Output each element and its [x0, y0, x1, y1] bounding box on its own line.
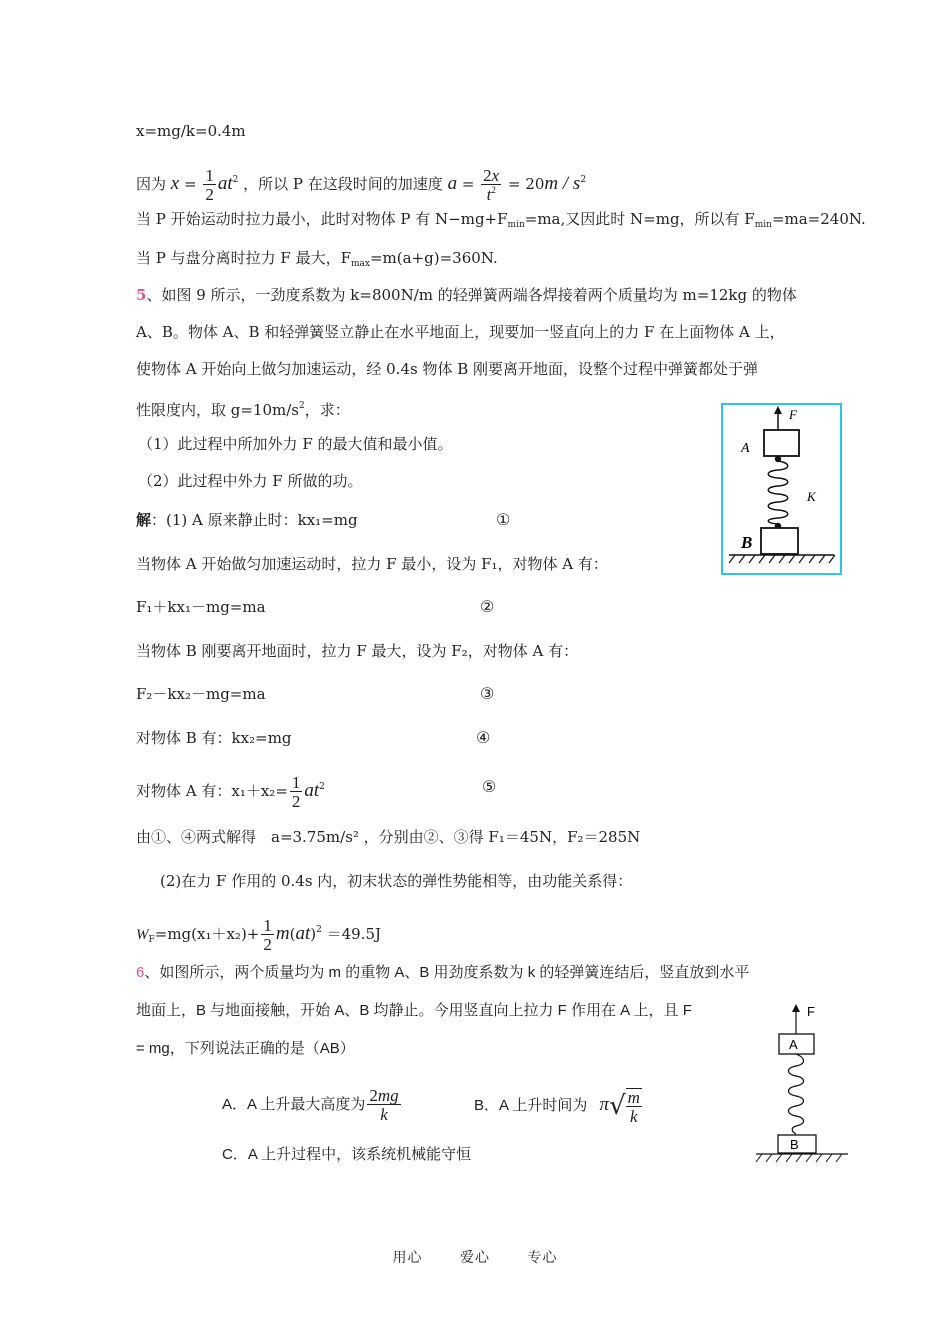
- label-F: F: [807, 1004, 815, 1019]
- page-footer: [0, 1247, 950, 1267]
- question-5-sub1: （1）此过程中所加外力 F 的最大值和最小值。: [138, 435, 453, 453]
- circled-number: ⑤: [482, 777, 497, 796]
- solution-5-line: 当物体 B 刚要离开地面时，拉力 F 最大，设为 F₂，对物体 A 有：: [136, 642, 579, 660]
- solution-line: 当 P 与盘分离时拉力 F 最大，$F_{max}=m(a+g)=360N$.: [136, 249, 498, 269]
- option-b: B．A 上升时间为 π√ $\frac{m}{k}$: [474, 1087, 640, 1126]
- solution-5-line: 对物体 A 有：x₁＋x₂= $\frac{1}{2}$ $at^2$: [136, 773, 325, 811]
- question-5-line: 性限度内，取 $g=10m/s^2$，求：: [136, 401, 350, 419]
- text: 因为: [136, 175, 167, 193]
- circled-number: ④: [476, 728, 491, 747]
- question-5-sub2: （2）此过程中外力 F 所做的功。: [138, 472, 363, 490]
- spring-figure-1: [721, 403, 842, 575]
- question-number: 6: [136, 964, 145, 981]
- solution-5-line: 解：(1) A 原来静止时：kx₁=mg: [136, 511, 358, 529]
- solution-5-line: 对物体 B 有：kx₂=mg: [136, 729, 292, 747]
- label-B: B: [790, 1137, 799, 1152]
- option-a: A．A 上升最大高度为 $\frac{2mg}{k}$: [222, 1086, 399, 1125]
- solution-5-line: F₁＋kx₁－mg=ma: [136, 598, 266, 616]
- question-6-line: 地面上，B 与地面接触，开始 A、B 均静止。今用竖直向上拉力 F 作用在 A 上，且 F: [136, 1002, 692, 1019]
- solution-line: x=mg/k=0.4m: [136, 122, 246, 140]
- circled-number: ③: [480, 684, 495, 703]
- question-5-line: A、B。物体 A、B 和轻弹簧竖立静止在水平地面上，现要加一竖直向上的力 F 在上面物体 A 上，: [136, 323, 785, 341]
- spring-figure-2: [752, 1000, 852, 1170]
- text: ，所以 P 在这段时间的加速度: [243, 175, 443, 193]
- solution-line: 因为 x = $\frac{1}{2}$ $at^2$ ，所以 P 在这段时间的加速度 a = $\frac{2x}{t^2}$ = $20m / s^2$: [136, 166, 587, 204]
- solution-5-line: F₂－kx₂－mg=ma: [136, 685, 266, 703]
- solution-5-line: $W_F=mg(x_1+x_2)+$ $\frac{1}{2}$ m(at)$^2$ ＝49.5J: [136, 916, 382, 954]
- option-c: C．A 上升过程中，该系统机械能守恒: [222, 1146, 472, 1163]
- solution-5-line: (2)在力 F 作用的 0.4s 内，初末状态的弹性势能相等，由功能关系得：: [160, 872, 633, 890]
- question-6-line: = mg，下列说法正确的是（AB）: [136, 1040, 355, 1057]
- question-number: 5: [136, 286, 147, 304]
- label-F: F: [789, 407, 797, 422]
- question-6-line: 6、如图所示，两个质量均为 m 的重物 A、B 用劲度系数为 k 的轻弹簧连结后，竖直放到水平: [136, 964, 750, 981]
- label-B: B: [741, 533, 753, 552]
- solution-line: 当 P 开始运动时拉力最小，此时对物体 P 有 $N-mg+F_{min}=ma$,又因此时 N=mg，所以有 $F_{min}=ma=240N$.: [136, 210, 866, 230]
- footer-text: 专心: [527, 1250, 558, 1266]
- label-A: A: [789, 1037, 798, 1052]
- label-A: A: [741, 441, 750, 456]
- circled-number: ②: [480, 597, 495, 616]
- footer-text: 爱心: [460, 1250, 490, 1266]
- circled-number: ①: [496, 510, 511, 529]
- solution-5-line: 当物体 A 开始做匀加速运动时，拉力 F 最小，设为 F₁，对物体 A 有：: [136, 555, 608, 573]
- footer-text: 用心: [392, 1250, 423, 1266]
- solution-5-line: 由①、④两式解得 a=3.75m/s² ，分别由②、③得 F₁＝45N，F₂＝285N: [136, 828, 641, 846]
- label-K: K: [807, 489, 816, 504]
- question-5-line: 使物体 A 开始向上做匀加速运动，经 0.4s 物体 B 刚要离开地面，设整个过程中弹簧都处于弹: [136, 360, 759, 378]
- question-5-line: 5、如图 9 所示，一劲度系数为 k=800N/m 的轻弹簧两端各焊接着两个质量均为 m=12kg 的物体: [136, 286, 797, 304]
